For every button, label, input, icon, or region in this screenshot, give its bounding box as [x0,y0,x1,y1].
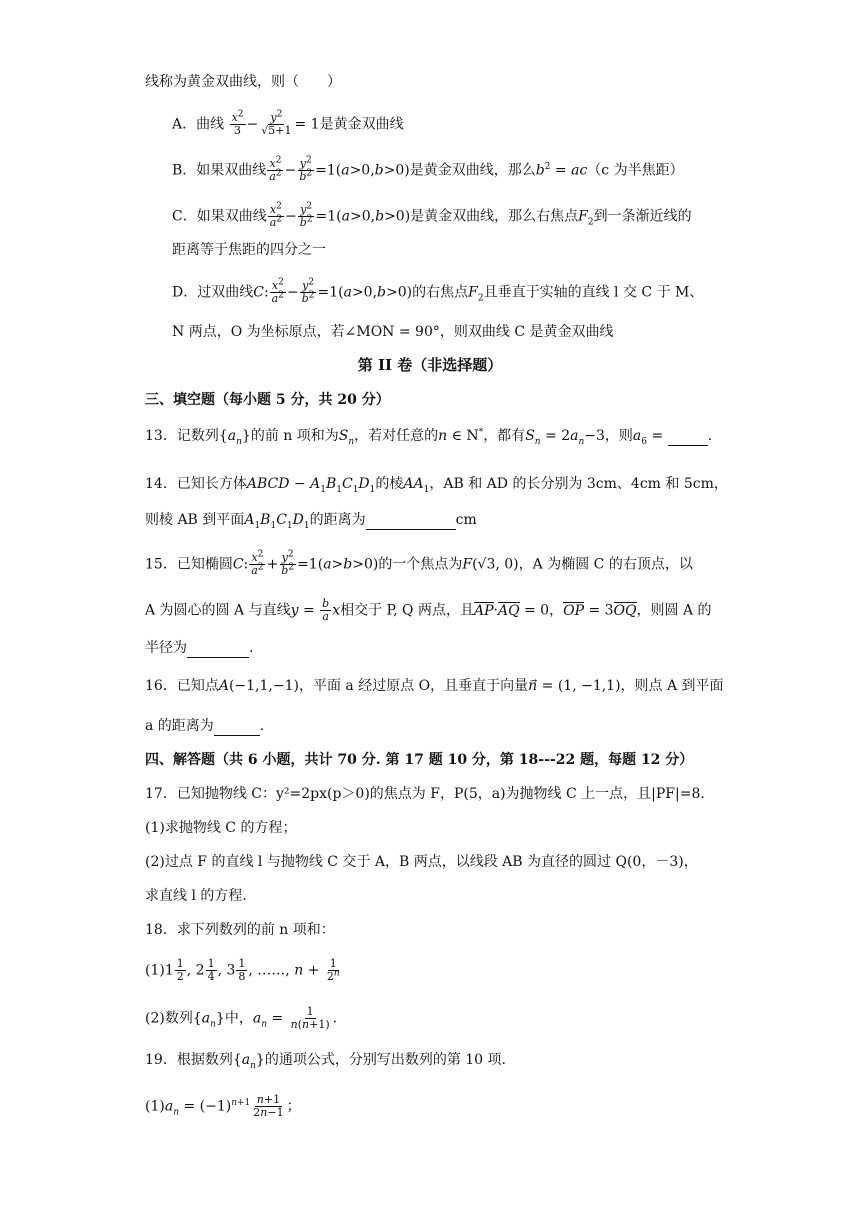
question-17-line2: (1)求抛物线 C 的方程； [145,820,297,836]
question-17-line4: 求直线 l 的方程. [145,888,247,904]
question-18-part1: (1)1 $\frac{1}{2}$ , 2 $\frac{1}{4}$ , 3 $\frac{1}{8}$ , ……, n + $\frac{1}{2^n}$ [145,957,340,983]
question-14-line1: 14．已知长方体ABCD − $A_1B_1C_1D_1$的棱$AA_1$，AB 和 AD 的长分别为 3cm、4cm 和 5cm， [145,476,728,495]
section4-title: 四、解答题（共 6 小题，共计 70 分. 第 17 题 10 分，第 18---22 题，每题 12 分） [145,752,694,768]
q12-option-b: B．如果双曲线 $\frac{x^2}{a^2}$ − $\frac{y^2}{b^2}$ =1(a>0,b>0)是黄金双曲线，那么$b^2 = ac(c$ 为半焦距） [172,155,684,183]
question-18-line1: 18．求下列数列的前 n 项和： [145,922,335,938]
question-18-part2: (2)数列$\{a_n\}$中，$a_n$ = $\frac{1}{n(n+1)}$ . [145,1005,338,1031]
question-13: 13．记数列$\{a_n\}$的前 n 项和为$S_n$，若对任意的n ∈ N*，都有$S_n = 2a_n-3$，则$a_6$ = . [145,427,713,447]
q12-option-a: A．曲线 $\frac{x^2}{3}$ − $\frac{y^2}{√5+1}$ = 1是黄金双曲线 [172,109,404,137]
question-17-line3: (2)过点 F 的直线 l 与抛物线 C 交于 A，B 两点，以线段 AB 为直径的圆过 Q(0，－3)， [145,854,698,870]
question-16-line1: 16．已知点A(−1,1,−1)，平面 a 经过原点 O，且垂直于向量n⃗ = (1, −1,1)，则点 A 到平面 [145,678,724,694]
question-19-part1: $(1)a_n = (-1)^{n+1}$ $\frac{n+1}{2n-1}$ ； [145,1093,301,1119]
section3-title: 三、填空题（每小题 5 分，共 20 分） [145,392,390,408]
q12-option-c: C．如果双曲线 $\frac{x^2}{a^2}$ − $\frac{y^2}{b^2}$ =1(a>0,b>0)是黄金双曲线，那么右焦点$F_2$到一条渐近线的 [172,201,692,229]
question-14-line2: 则棱 AB 到平面$A_1B_1C_1D_1$的距离为 cm [145,512,477,531]
q12-option-c-line2: 距离等于焦距的四分之一 [172,242,326,258]
question-15-line2: A 为圆心的圆 A 与直线y = $\frac{b}{a}$ x相交于 P, Q 两点，且AP·AQ = 0，OP = 3OQ，则圆 A 的 [145,597,712,623]
question-19-line1: 19．根据数列$\{a_n\}$的通项公式，分别写出数列的第 10 项. [145,1052,506,1071]
part2-title: 第 II 卷（非选择题） [357,356,503,374]
question-17-line1: 17．已知抛物线 C：y²=2px(p＞0)的焦点为 F，P(5，a)为抛物线 C 上一点，且|PF|=8. [145,786,705,802]
question-15-line3: 半径为 . [145,640,254,656]
question-16-line2: a 的距离为 . [145,718,265,734]
q12-option-d: D．过双曲线C: $\frac{x^2}{a^2}$ − $\frac{y^2}{b^2}$ =1(a>0,b>0)的右焦点$F_2$且垂直于实轴的直线 l 交 C 于 M、 [172,277,704,305]
q12-stem-tail: 线称为黄金双曲线，则（ ） [145,74,341,90]
question-15-line1: 15．已知椭圆C: $\frac{x^2}{a^2}$ + $\frac{y^2}{b^2}$ =1(a>b>0)的一个焦点为F(√3, 0)，A 为椭圆 C 的右顶点，以 [145,549,693,577]
q12-option-d-line2: N 两点，O 为坐标原点，若∠MON = 90°，则双曲线 C 是黄金双曲线 [172,324,614,340]
